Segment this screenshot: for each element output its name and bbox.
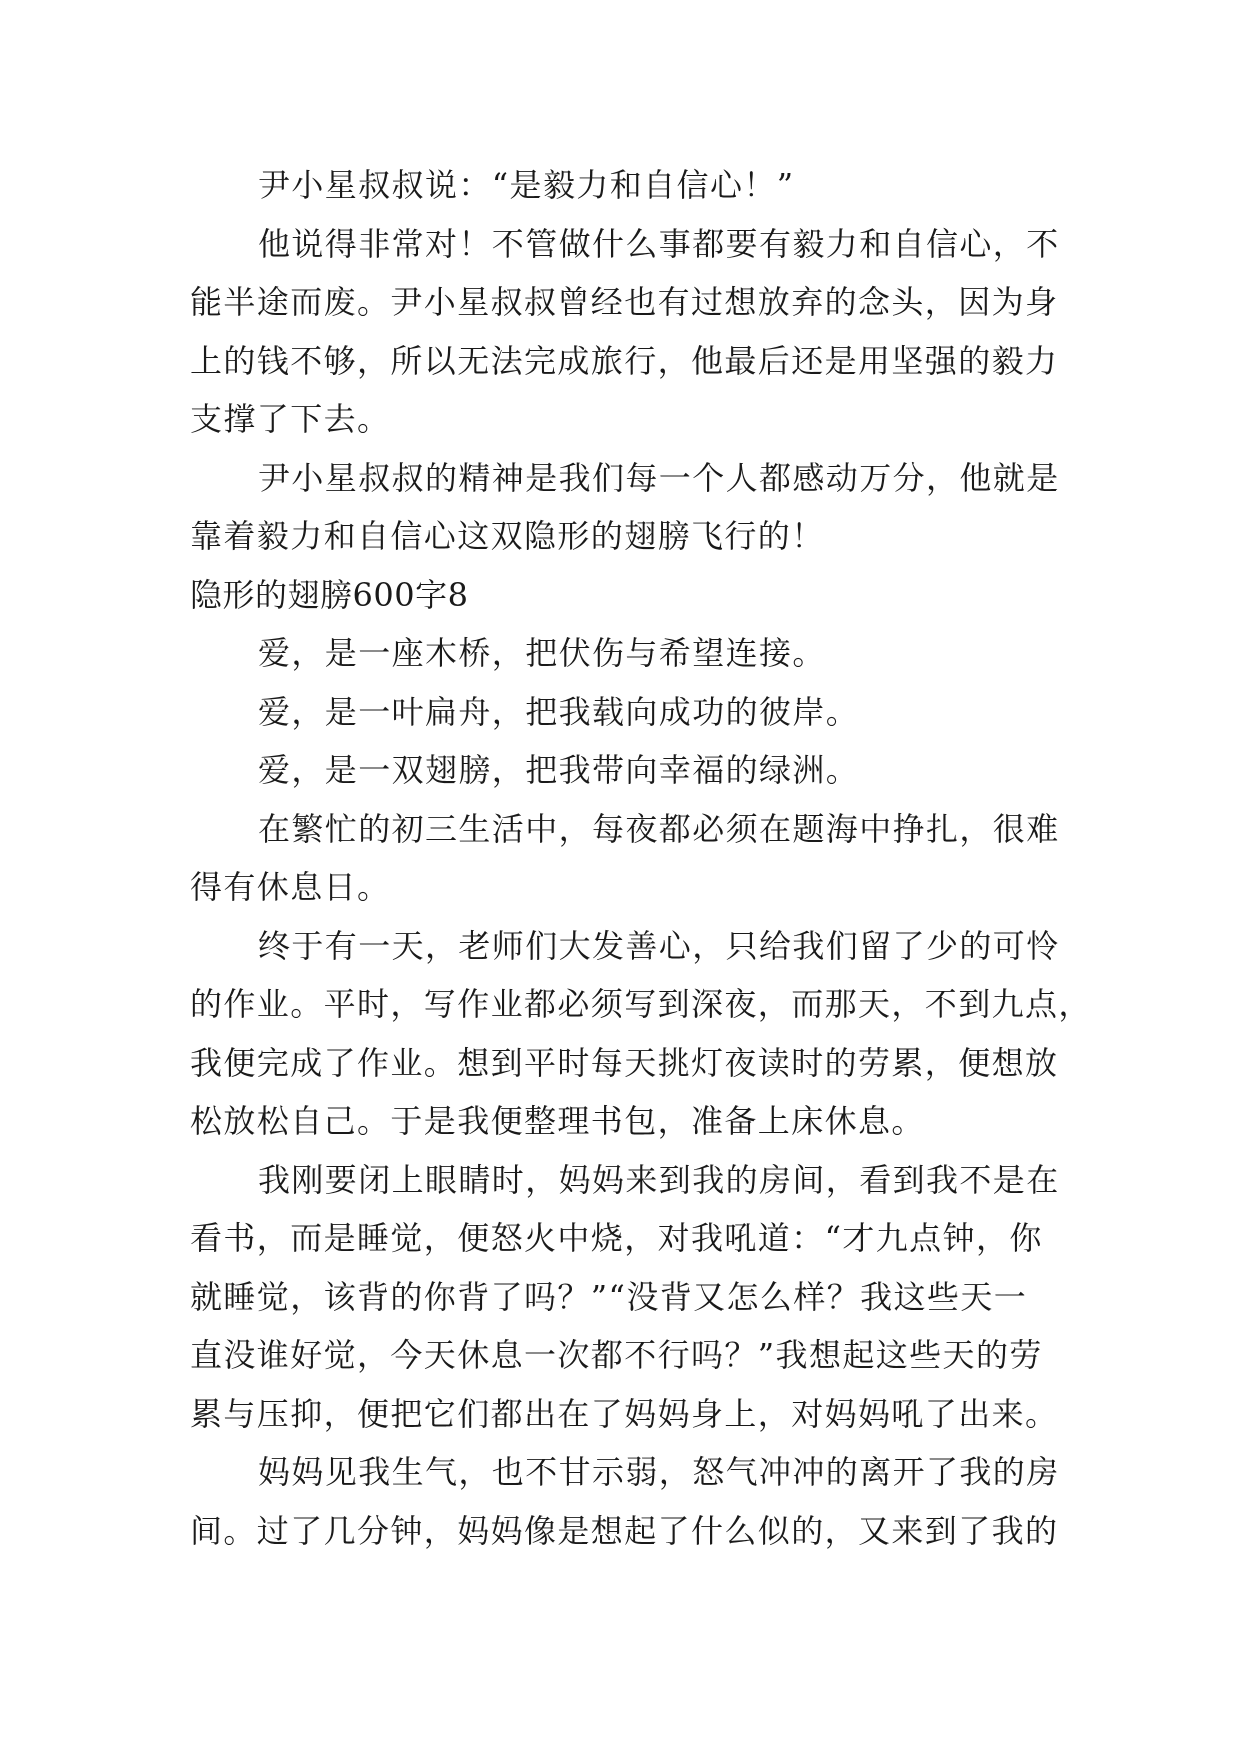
text-line: 尹小星叔叔的精神是我们每一个人都感动万分，他就是 xyxy=(258,458,1060,497)
text-line: 能半途而废。尹小星叔叔曾经也有过想放弃的念头，因为身 xyxy=(190,283,1059,321)
text-line: 妈妈见我生气，也不甘示弱，怒气冲冲的离开了我的房 xyxy=(258,1453,1060,1491)
text-line: 他说得非常对！不管做什么事都要有毅力和自信心，不 xyxy=(258,224,1060,263)
document-body xyxy=(190,156,1092,1560)
text-line: 终于有一天，老师们大发善心，只给我们留了少的可怜 xyxy=(258,926,1060,965)
text-line: 松放松自己。于是我便整理书包，准备上床休息。 xyxy=(190,1102,925,1140)
text-line: 靠着毅力和自信心这双隐形的翅膀飞行的！ xyxy=(190,517,825,555)
text-line: 爱，是一座木桥，把伏伤与希望连接。 xyxy=(258,634,826,672)
text-line: 我刚要闭上眼睛时，妈妈来到我的房间，看到我不是在 xyxy=(258,1160,1060,1199)
text-line: 间。过了几分钟，妈妈像是想起了什么似的，又来到了我的 xyxy=(190,1511,1059,1550)
text-line: 上的钱不够，所以无法完成旅行，他最后还是用坚强的毅力 xyxy=(190,341,1059,380)
text-line: 支撑了下去。 xyxy=(190,400,391,438)
text-line: 爱，是一叶扁舟，把我载向成功的彼岸。 xyxy=(258,692,860,731)
text-line: 爱，是一双翅膀，把我带向幸福的绿洲。 xyxy=(258,751,860,789)
text-line: 我便完成了作业。想到平时每天挑灯夜读时的劳累，便想放 xyxy=(190,1043,1059,1082)
text-line: 的作业。平时，写作业都必须写到深夜，而那天，不到九点， xyxy=(190,985,1092,1023)
text-line: 直没谁好觉，今天休息一次都不行吗？”我想起这些天的劳 xyxy=(190,1336,1043,1374)
text-line: 累与压抑，便把它们都出在了妈妈身上，对妈妈吼了出来。 xyxy=(190,1394,1059,1433)
text-line: 在繁忙的初三生活中，每夜都必须在题海中挣扎，很难 xyxy=(258,809,1060,848)
text-line: 看书，而是睡觉，便怒火中烧，对我吼道：“才九点钟，你 xyxy=(190,1219,1043,1257)
text-line: 尹小星叔叔说：“是毅力和自信心！” xyxy=(258,166,795,204)
text-line: 得有休息日。 xyxy=(190,868,391,906)
section-heading: 隐形的翅膀600字8 xyxy=(190,575,469,614)
text-line: 就睡觉，该背的你背了吗？”“没背又怎么样？我这些天一 xyxy=(190,1277,1028,1316)
